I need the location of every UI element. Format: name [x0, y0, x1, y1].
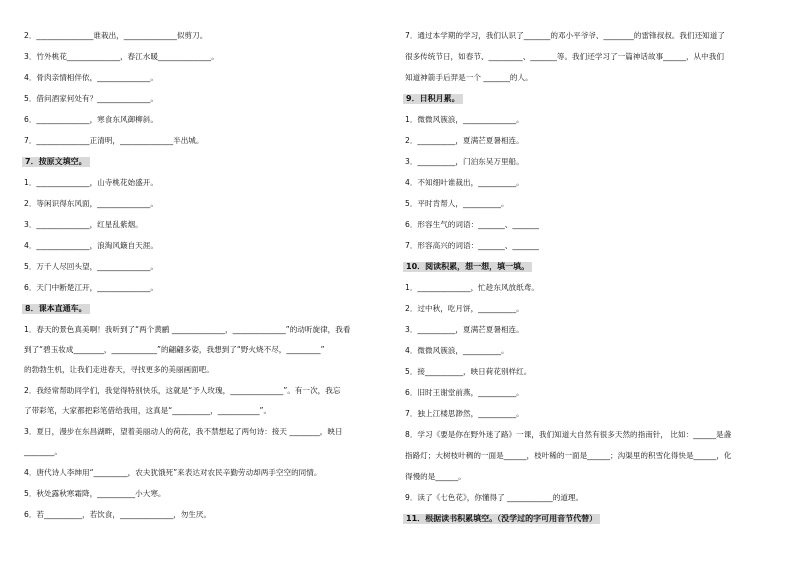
exercise-line: 6．天门中断楚江开，______________。	[24, 283, 158, 292]
exercise-line: 指路灯；大树枝叶稠的一面是______，枝叶稀的一面是______；沟渠里的积雪化得快是______，化	[405, 451, 732, 460]
exercise-line: 5．接__________，映日荷花别样红。	[405, 367, 532, 376]
exercise-line: 1．______________，山寺桃花始盛开。	[24, 178, 158, 187]
exercise-line: 2．__________，夏满芒夏暑相连。	[405, 136, 524, 145]
exercise-line: 8．学习《要是你在野外迷了路》一课，我们知道大自然有很多天然的指南针， 比如：______是盏	[405, 430, 732, 439]
exercise-line: 2．等闲识得东风面，______________。	[24, 199, 158, 208]
exercise-line: ________。	[24, 447, 62, 456]
exercise-line: 7．独上江楼思渺然，__________。	[405, 409, 524, 418]
exercise-line: 5．秋处露秋寒霜降，__________小大寒。	[24, 489, 166, 498]
section-heading: 8．课本直通车。	[22, 304, 90, 314]
exercise-line: 5．万千人尽回头望，______________。	[24, 262, 158, 271]
exercise-line: 7．______________正清明，______________半出城。	[24, 136, 204, 145]
exercise-line: 1．微微风簇浪，______________。	[405, 115, 524, 124]
exercise-line: 了带彩笔，大家都把彩笔借给我用，这真是“__________，___________”。	[24, 406, 272, 415]
exercise-line: 3．竹外桃花______________，春江水暖______________。	[24, 52, 219, 61]
exercise-line: 2．过中秋，吃月饼，__________。	[405, 304, 524, 313]
exercise-line: 得慢的是______。	[405, 472, 466, 481]
exercise-line: 5．借问酒家何处有？______________。	[24, 94, 158, 103]
exercise-line: 2．_______________谁栽出，______________似剪刀。	[24, 31, 208, 40]
exercise-line: 4．骨肉亲情相伴依，______________。	[24, 73, 158, 82]
section-heading: 7．按原文填空。	[22, 157, 90, 167]
exercise-line: 6．若__________，若饮食，______________，勿生厌。	[24, 510, 212, 519]
exercise-line: 3．夏日，漫步在东昌湖畔，望着美丽动人的荷花，我不禁想起了两句诗：接天 ________，映日	[24, 427, 343, 436]
exercise-line: 1．______________，忙趁东风放纸鸢。	[405, 283, 539, 292]
exercise-line: 1．春天的景色真美啊！我听到了“两个黄鹂 ______________，______________”的动听旋律，我看	[24, 325, 351, 334]
section-heading: 11．根据读书积累填空。（没学过的字可用音节代替）	[403, 514, 600, 524]
exercise-line: 4．微微风簇浪，__________。	[405, 346, 509, 355]
exercise-line: 的勃勃生机，让我们走进春天，寻找更多的美丽画面吧。	[24, 365, 214, 374]
exercise-line: 2．我经常帮助同学们，我觉得特别快乐，这就是“予人玫瑰，______________”。有一次，我忘	[24, 386, 341, 395]
exercise-line: 到了“碧玉妆成________，____________”的翩翩多姿，我想到了“野火烧不尽，_________”	[24, 345, 325, 354]
exercise-line: 6．______________，寒食东风御柳斜。	[24, 115, 158, 124]
exercise-line: 6．形容生气的词语：_______、_______	[405, 220, 539, 229]
section-heading: 10．阅读积累，想一想，填一填。	[403, 262, 532, 272]
exercise-line: 6．旧时王谢堂前燕，__________。	[405, 388, 524, 397]
exercise-line: 7．形容高兴的词语：_______、_______	[405, 241, 539, 250]
section-heading: 9．日积月累。	[403, 94, 463, 104]
exercise-line: 4．不知细叶谁裁出，__________。	[405, 178, 524, 187]
exercise-line: 很多传统节日，如春节、_________、_______等。我们还学习了一篇神话故事______，从中我们	[405, 52, 724, 61]
exercise-line: 9．读了《七色花》，你懂得了 ____________的道理。	[405, 493, 584, 502]
exercise-line: 5．平时肯帮人，__________。	[405, 199, 509, 208]
exercise-line: 3．__________，夏满芒夏暑相连。	[405, 325, 524, 334]
exercise-line: 4．唐代诗人李绅用“_________，农夫犹饿死”来表达对农民辛勤劳动却两手空空的同情。	[24, 468, 322, 477]
exercise-line: 知道神箭手后羿是一个 _______的人。	[405, 73, 533, 82]
exercise-line: 4．______________，浪淘风簸自天涯。	[24, 241, 158, 250]
exercise-line: 3．__________，门泊东吴万里船。	[405, 157, 524, 166]
exercise-line: 3．______________，红星乱紫烟。	[24, 220, 143, 229]
exercise-line: 7．通过本学期的学习，我们认识了_______的邓小平爷爷、________的雷锋叔叔。我们还知道了	[405, 31, 725, 40]
